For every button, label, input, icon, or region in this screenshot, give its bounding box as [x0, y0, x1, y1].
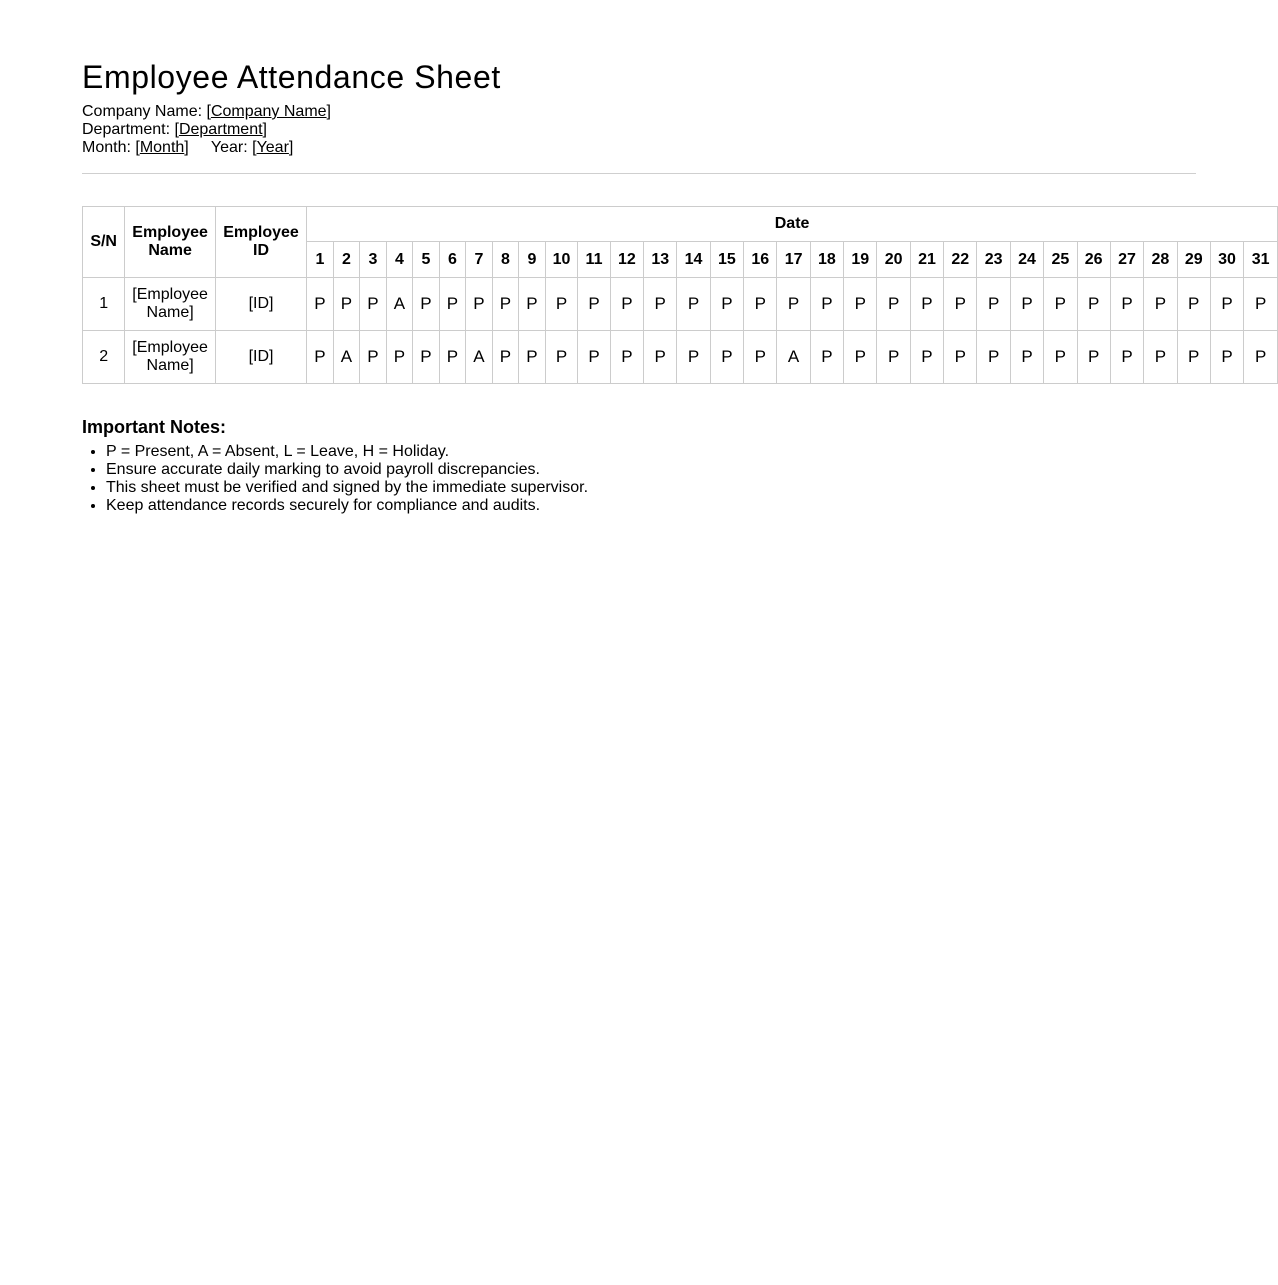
table-body [83, 278, 1278, 384]
attendance-mark: P [977, 278, 1010, 331]
attendance-mark: P [744, 331, 777, 384]
attendance-mark: P [1210, 331, 1243, 384]
attendance-mark: A [333, 331, 360, 384]
attendance-mark: P [977, 331, 1010, 384]
attendance-mark: P [466, 278, 493, 331]
attendance-mark: P [1110, 331, 1143, 384]
day-header: 7 [466, 242, 493, 278]
attendance-mark: P [877, 331, 910, 384]
day-header: 16 [744, 242, 777, 278]
day-header: 6 [439, 242, 466, 278]
attendance-mark: P [810, 278, 843, 331]
row-sn: 2 [83, 331, 125, 384]
row-employee-id: [ID] [215, 278, 306, 331]
day-header: 1 [307, 242, 334, 278]
attendance-document [82, 57, 1278, 515]
day-header: 5 [413, 242, 440, 278]
day-header: 8 [492, 242, 519, 278]
company-label: Company Name: [82, 103, 203, 120]
day-header: 29 [1177, 242, 1210, 278]
attendance-mark: P [844, 331, 877, 384]
attendance-mark: P [360, 278, 387, 331]
note-item: • This sheet must be verified and signed by the immediate supervisor. [106, 479, 1278, 497]
attendance-mark: P [1044, 331, 1077, 384]
attendance-mark: P [644, 278, 677, 331]
row-employee-id: [ID] [215, 331, 306, 384]
attendance-mark: P [944, 278, 977, 331]
department-label: Department: [82, 121, 171, 138]
attendance-mark: P [439, 331, 466, 384]
attendance-mark: P [492, 278, 519, 331]
department-line: Department: [Department] [82, 121, 267, 138]
note-item: • Ensure accurate daily marking to avoid payroll discrepancies. [106, 461, 1278, 479]
day-header: 25 [1044, 242, 1077, 278]
attendance-mark: P [644, 331, 677, 384]
attendance-mark: P [610, 278, 643, 331]
company-line: Company Name: [Company Name] [82, 103, 331, 120]
day-header: 28 [1144, 242, 1177, 278]
day-header: 20 [877, 242, 910, 278]
attendance-mark: P [413, 331, 440, 384]
attendance-mark: P [307, 331, 334, 384]
attendance-mark: P [439, 278, 466, 331]
day-header: 14 [677, 242, 710, 278]
attendance-mark: P [877, 278, 910, 331]
attendance-mark: P [413, 278, 440, 331]
header-sn: S/N [83, 207, 125, 278]
day-header: 15 [710, 242, 743, 278]
department-value: Department [178, 121, 263, 138]
month-year-line: Month: [Month] Year: [Year] [82, 139, 294, 156]
day-header: 11 [578, 242, 610, 278]
attendance-mark: P [1044, 278, 1077, 331]
attendance-mark: P [1144, 331, 1177, 384]
day-header: 3 [360, 242, 387, 278]
attendance-mark: P [307, 278, 334, 331]
divider [82, 173, 1196, 174]
table-row [83, 278, 1278, 331]
attendance-mark: P [677, 331, 710, 384]
attendance-mark: P [910, 278, 943, 331]
attendance-mark: P [492, 331, 519, 384]
attendance-mark: P [1244, 331, 1278, 384]
attendance-mark: A [386, 278, 413, 331]
row-employee-name: [Employee Name] [125, 278, 216, 331]
attendance-mark: P [1077, 278, 1110, 331]
table-row [83, 331, 1278, 384]
day-header: 12 [610, 242, 643, 278]
attendance-mark: P [360, 331, 387, 384]
attendance-mark: P [777, 278, 810, 331]
notes-title: Important Notes: [82, 417, 226, 437]
note-item: • Keep attendance records securely for compliance and audits. [106, 497, 1278, 515]
day-header: 13 [644, 242, 677, 278]
header-row [83, 207, 1278, 242]
company-value: Company Name [210, 103, 327, 120]
attendance-mark: P [710, 331, 743, 384]
attendance-mark: P [519, 278, 546, 331]
attendance-mark: P [519, 331, 546, 384]
day-header: 4 [386, 242, 413, 278]
year-value: Year [256, 139, 289, 156]
attendance-mark: P [1010, 278, 1043, 331]
year-label: Year: [210, 139, 248, 156]
day-header: 10 [545, 242, 578, 278]
day-header: 30 [1210, 242, 1243, 278]
header-employee-name: Employee Name [125, 207, 216, 278]
row-sn: 1 [83, 278, 125, 331]
attendance-mark: P [1210, 278, 1243, 331]
attendance-mark: P [610, 331, 643, 384]
attendance-mark: P [578, 331, 610, 384]
attendance-mark: P [944, 331, 977, 384]
day-header: 26 [1077, 242, 1110, 278]
day-header: 23 [977, 242, 1010, 278]
attendance-mark: P [1077, 331, 1110, 384]
day-header: 19 [844, 242, 877, 278]
attendance-mark: P [333, 278, 360, 331]
day-header: 17 [777, 242, 810, 278]
attendance-mark: P [710, 278, 743, 331]
attendance-table [82, 206, 1278, 384]
day-header: 9 [519, 242, 546, 278]
attendance-mark: P [677, 278, 710, 331]
attendance-mark: P [1244, 278, 1278, 331]
header-employee-id: Employee ID [215, 207, 306, 278]
notes-list [82, 443, 1278, 515]
table-wrapper [82, 206, 1278, 384]
attendance-mark: P [810, 331, 843, 384]
month-value: Month [139, 139, 185, 156]
day-header: 27 [1110, 242, 1143, 278]
attendance-mark: P [744, 278, 777, 331]
note-item: • P = Present, A = Absent, L = Leave, H = Holiday. [106, 443, 1278, 461]
day-header: 18 [810, 242, 843, 278]
attendance-mark: A [466, 331, 493, 384]
day-header: 24 [1010, 242, 1043, 278]
header-date: Date [307, 207, 1278, 242]
attendance-mark: P [1144, 278, 1177, 331]
attendance-mark: A [777, 331, 810, 384]
page-title: Employee Attendance Sheet [82, 59, 501, 95]
day-header: 21 [910, 242, 943, 278]
attendance-mark: P [1110, 278, 1143, 331]
attendance-mark: P [386, 331, 413, 384]
row-employee-name: [Employee Name] [125, 331, 216, 384]
attendance-mark: P [844, 278, 877, 331]
attendance-mark: P [910, 331, 943, 384]
attendance-mark: P [1177, 278, 1210, 331]
sheet-meta [82, 103, 1278, 157]
day-header: 2 [333, 242, 360, 278]
attendance-mark: P [1010, 331, 1043, 384]
day-header: 22 [944, 242, 977, 278]
month-label: Month: [82, 139, 131, 156]
attendance-mark: P [1177, 331, 1210, 384]
day-header: 31 [1244, 242, 1278, 278]
attendance-mark: P [578, 278, 610, 331]
attendance-mark: P [545, 278, 578, 331]
attendance-mark: P [545, 331, 578, 384]
